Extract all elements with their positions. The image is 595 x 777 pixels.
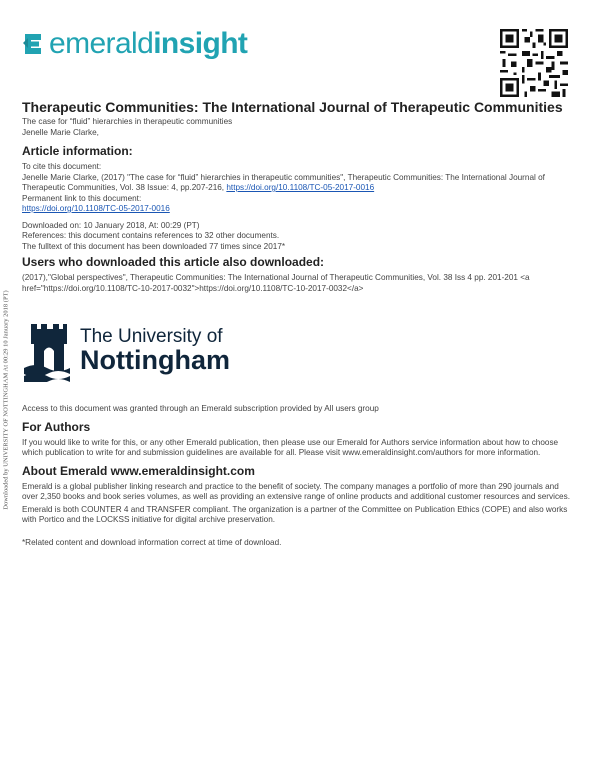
- references-count: References: this document contains references to 32 other documents.: [22, 231, 280, 240]
- institution-logo: [22, 318, 230, 382]
- about-emerald-paragraph-1: Emerald is a global publisher linking research and practice to the benefit of society. The company manages a portfolio of more than 290 journals and over 2,350 books and book series volumes, as well as providing an extensive range of online products and additional customer resources and services.: [22, 481, 570, 501]
- also-downloaded-heading: Users who downloaded this article also downloaded:: [22, 255, 325, 269]
- article-info-heading: Article information:: [22, 144, 133, 158]
- download-stamp-text: Downloaded by UNIVERSITY OF NOTTINGHAM At 00:29 10 January 2018 (PT): [2, 290, 10, 510]
- citation-link[interactable]: https://doi.org/10.1108/TC-05-2017-0016: [226, 183, 375, 192]
- also-downloaded-item[interactable]: (2017),"Global perspectives", Therapeutic Communities: The International Journal of Therapeutic Communities, Vol. 38 Iss 4 pp. 201-201 <a href="https://doi.org/10.1108/TC-10-2017-0032">https://doi.org/10.1108/TC-10-2017-0032</a>: [22, 273, 530, 293]
- qr-code[interactable]: [500, 29, 568, 97]
- cover-content: [22, 99, 574, 294]
- fulltext-downloads: The fulltext of this document has been downloaded 77 times since 2017*: [22, 241, 286, 251]
- institution-name: [80, 327, 230, 374]
- journal-title: Therapeutic Communities: The International Journal of Therapeutic Communities: [22, 99, 563, 115]
- access-section: [22, 404, 574, 548]
- download-stamp: [0, 260, 13, 540]
- institution-name-line1: The University of: [80, 325, 223, 347]
- wordmark-insight: insight: [153, 27, 248, 60]
- access-statement: Access to this document was granted through an Emerald subscription provided by All users group: [22, 404, 379, 413]
- downloaded-on: Downloaded on: 10 January 2018, At: 00:29 (PT): [22, 220, 200, 230]
- for-authors-heading: For Authors: [22, 419, 91, 434]
- article-title: The case for “fluid” hierarchies in therapeutic communities: [22, 117, 233, 126]
- about-emerald-paragraph-2: Emerald is both COUNTER 4 and TRANSFER compliant. The organization is a partner of the Committee on Publication Ethics (COPE) and also works with Portico and the LOCKSS initiative for digital archive preservation.: [22, 504, 568, 524]
- about-emerald-heading: About Emerald www.emeraldinsight.com: [22, 463, 255, 478]
- wordmark-emerald: emerald: [49, 27, 154, 60]
- for-authors-text: If you would like to write for this, or any other Emerald publication, then please use our Emerald for Authors service information about how to choose which publication to write for and submission guidelines are available for all. Please visit www.emeraldinsight.com/authors for more information.: [22, 437, 559, 457]
- castle-crest-icon: [22, 318, 72, 382]
- author-name: Jenelle Marie Clarke,: [22, 128, 99, 137]
- permanent-link[interactable]: https://doi.org/10.1108/TC-05-2017-0016: [22, 204, 170, 213]
- footnote: *Related content and download information correct at time of download.: [22, 537, 282, 547]
- cite-label: To cite this document:: [22, 162, 102, 171]
- institution-name-line2: Nottingham: [80, 344, 230, 375]
- emerald-logo-icon: [22, 31, 46, 57]
- citation: [22, 173, 574, 194]
- emerald-logo[interactable]: [22, 29, 247, 59]
- permanent-link-label: Permanent link to this document:: [22, 193, 142, 203]
- emerald-wordmark: [49, 29, 247, 59]
- citation-text: Jenelle Marie Clarke, (2017) "The case for “fluid” hierarchies in therapeutic communities", Therapeutic Communities: The International Journal of Therapeutic Communities, Vol. 38 Issue: 4, pp.207-216,: [22, 172, 545, 192]
